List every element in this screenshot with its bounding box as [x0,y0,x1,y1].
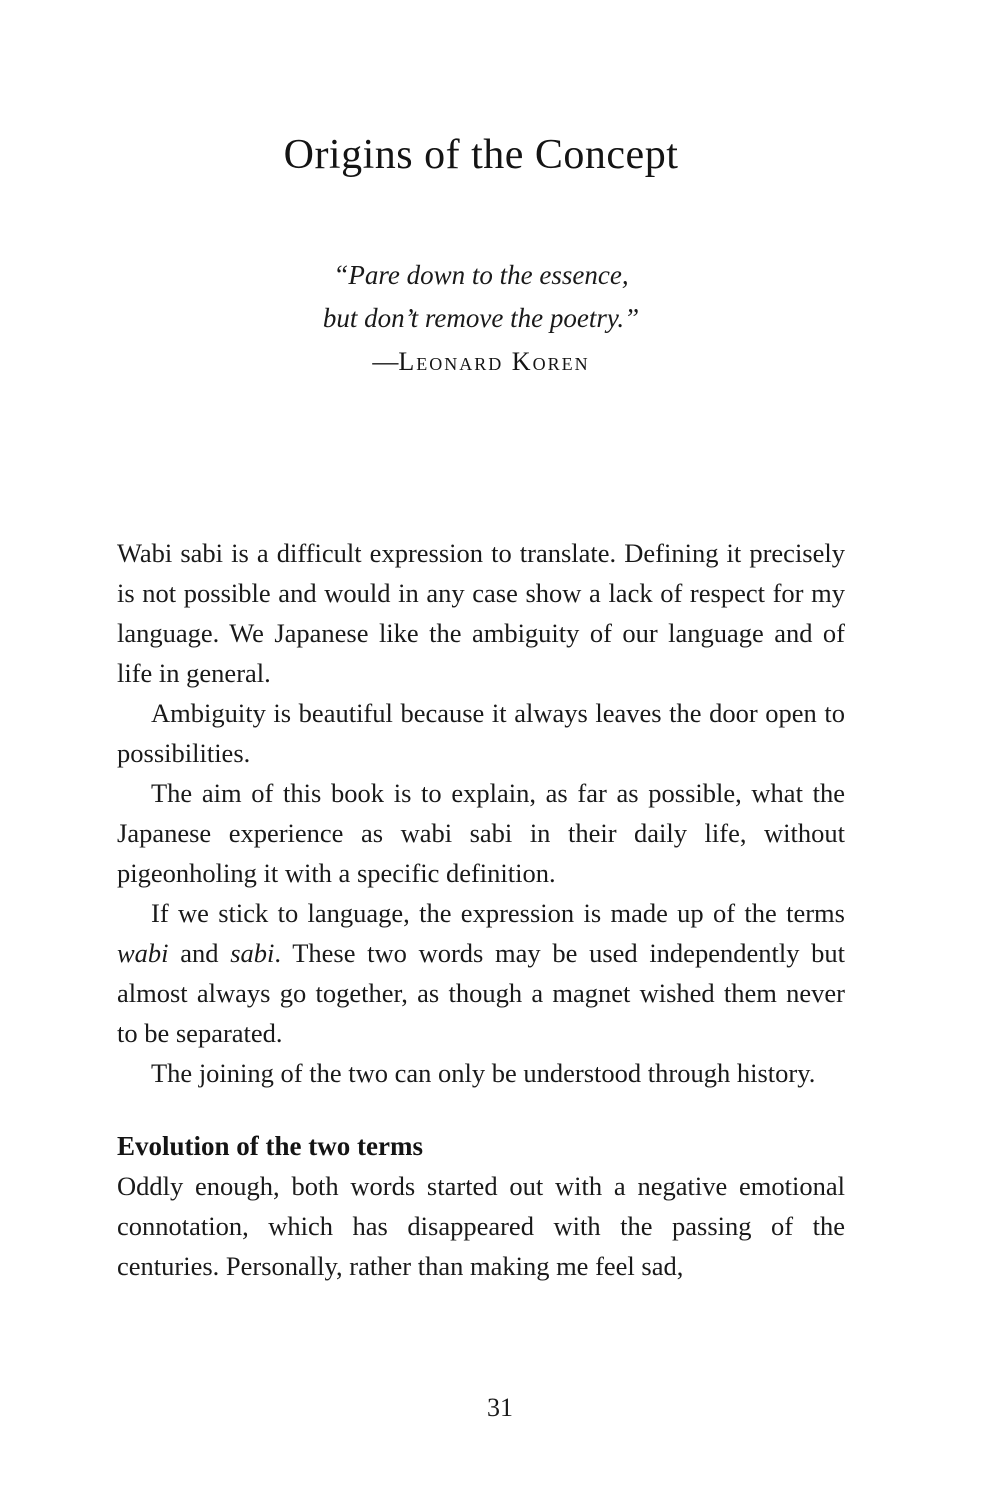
body-paragraph-5: The joining of the two can only be understood through history. [151,1058,816,1088]
term-sabi-italic: sabi [230,938,275,968]
term-wabi-italic: wabi [117,938,169,968]
epigraph-attribution [117,340,845,383]
body-paragraph-2: Ambiguity is beautiful because it always leaves the door open to possibilities. [117,698,845,768]
attribution-dash: — [372,347,399,376]
body-paragraph-4 [117,893,845,1053]
chapter-title: Origins of the Concept [283,132,679,178]
body-paragraph-3: The aim of this book is to explain, as far as possible, what the Japanese experience as wabi sabi in their daily life, without pigeonholing it with a specific definition. [117,778,845,888]
paragraph-4-segment-1: If we stick to language, the expression is made up of the terms [151,898,845,928]
page-number: 31 [487,1393,513,1422]
paragraph-4-segment-3: . These two words may be used independently but almost always go together, as though a magnet wished them never to be separated. [117,938,845,1048]
attribution-name: Leonard Koren [398,347,590,376]
text-block [117,0,845,1286]
epigraph-quote-line-2: but don’t remove the poetry.” [322,303,640,333]
paragraph-4-segment-2: and [168,938,231,968]
section-heading: Evolution of the two terms [117,1131,423,1161]
body-paragraph-1: Wabi sabi is a difficult expression to translate. Defining it precisely is not possible and would in any case show a lack of respect for my language. We Japanese like the ambiguity of our language and of life in general. [117,538,845,688]
epigraph-quote-line-1: “Pare down to the essence, [333,260,629,290]
epigraph [117,254,845,383]
body-text [117,533,845,1286]
body-paragraph-6: Oddly enough, both words started out with a negative emotional connotation, which has disappeared with the passing of the centuries. Personally, rather than making me feel sad, [117,1171,845,1281]
